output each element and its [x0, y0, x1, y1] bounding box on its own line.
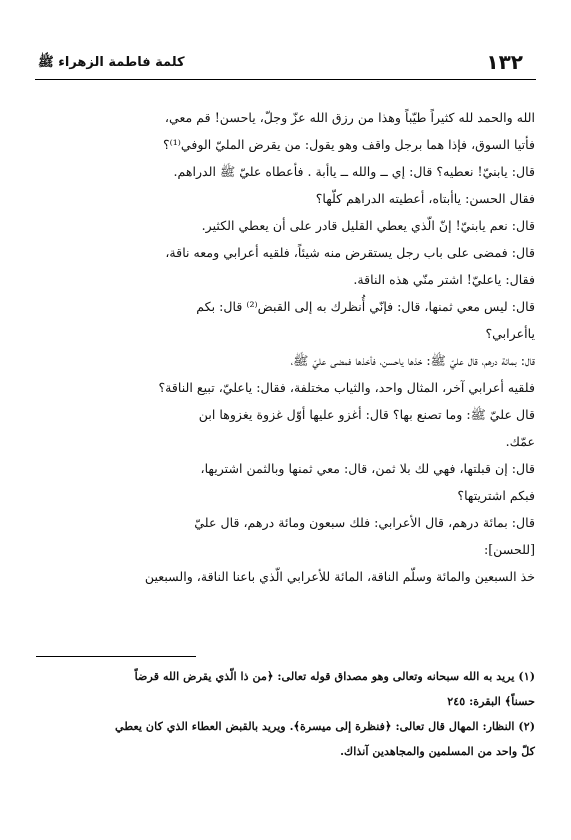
text-line: فأتيا السوق، فإذا هما برجل واقف وهو يقول: من يقرض المليّ الوفي⁽¹⁾؟ [162, 137, 535, 152]
text-line: فلقيه أعرابي آخر، المثال واحد، والثياب مختلفة، فقال: ياعليّ، تبيع الناقة؟ [158, 380, 535, 395]
text-line: خذ السبعين والمائة وسلّم الناقة، المائة للأعرابي الّذي باعنا الناقة، والسبعين [144, 569, 535, 584]
running-header-title: كلمة فاطمة الزهراء ﷺ [38, 55, 185, 70]
footnote-line: (١) يريد به الله سبحانه وتعالى وهو مصداق قوله تعالى: ﴿من ذا الّذي يقرض الله قرضاً [134, 669, 535, 683]
footnote-line: (٢) النظار: المهال قال تعالى: ﴿فنظرة إلى ميسرة﴾. ويريد بالقبض العطاء الذي كان يعطي [115, 719, 535, 733]
text-line: قال عليّ ﷺ: وما تصنع بها؟ قال: أغزو عليها أوّل غزوة يغزوها ابن [198, 407, 535, 422]
text-line: فبكم اشتريتها؟ [457, 488, 535, 503]
text-line: قال: فمضى على باب رجل يستقرض منه شيئاً، فلقيه أعرابي ومعه ناقة، [165, 245, 535, 260]
header-rule [35, 79, 536, 80]
text-line: قال: ليس معي ثمنها، قال: فإنّي أُنظرك به إلى القبض⁽²⁾ قال: بكم [196, 299, 535, 314]
text-line: قال: بمائة درهم، قال الأعرابي: فلك سبعون ومائة درهم، قال عليّ [194, 515, 535, 530]
text-line: فقال: ياعليّ! اشتر منّي هذه الناقة. [353, 272, 535, 287]
footnotes [34, 664, 535, 764]
text-line: قال: إن قبلتها، فهي لك بلا ثمن، قال: معي ثمنها وبالثمن اشتريها، [200, 461, 535, 476]
text-line: فقال الحسن: ياأبتاه، أعطيته الدراهم كلّها؟ [315, 191, 535, 206]
footnote-separator [36, 656, 196, 657]
text-line: قال: بمائة درهم، قال عليّ ﷺ: خذها ياحسن، فأخذها فمضى عليّ ﷺ، [290, 353, 535, 368]
text-line: عمّك. [505, 434, 535, 449]
text-line: قال: يابنيّ! نعطيه؟ قال: إي ــ والله ــ ياأبة . فأعطاه عليّ ﷺ الدراهم. [173, 164, 535, 179]
main-text [34, 104, 535, 590]
text-line: ياأعرابي؟ [485, 326, 535, 341]
text-line: قال: نعم يابنيّ! إنّ الّذي يعطي القليل قادر على أن يعطي الكثير. [201, 218, 535, 233]
footnote-line: حسناً﴾ البقرة: ٢٤٥ [447, 694, 535, 708]
footnote-line: كلّ واحد من المسلمين والمجاهدين آنذاك. [340, 744, 535, 758]
page-number: ١٣٢ [486, 50, 523, 74]
text-line: الله والحمد لله كثيراً طيّباً وهذا من رزق الله عزّ وجلّ، ياحسن! قم معي، [164, 110, 535, 125]
text-line: [للحسن]: [483, 542, 535, 557]
